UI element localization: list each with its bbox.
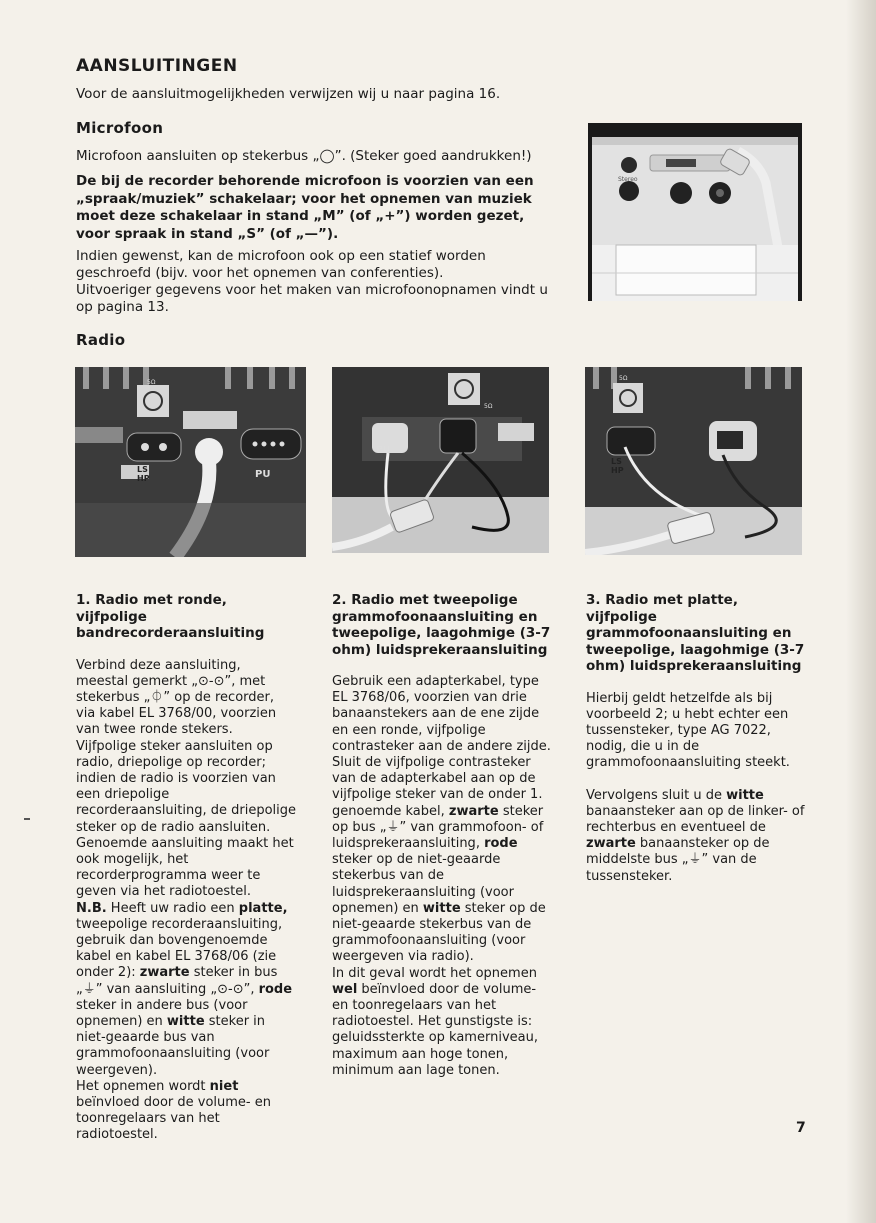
c3-bold-2: zwarte bbox=[586, 836, 636, 852]
page-edge-shadow bbox=[846, 0, 876, 1223]
radio-photo-3 bbox=[585, 367, 802, 555]
nb-bold-4: witte bbox=[166, 1013, 205, 1029]
c2-bold-1: zwarte bbox=[448, 803, 499, 819]
microfoon-text-3b: Uitvoeriger gegevens voor het maken van microfoonopnamen vindt u op pagina 13. bbox=[76, 282, 548, 315]
page-number: 7 bbox=[796, 1120, 806, 1136]
column-3-heading: 3. Radio met platte, vijfpolige grammofoonaansluiting en tweepolige, laagohmige (3-7 ohm) luidsprekeraansluiting bbox=[586, 592, 805, 674]
photo2-pu-label: PU bbox=[376, 445, 390, 455]
nb-label: N.B. bbox=[76, 900, 107, 916]
microfoon-heading: Microfoon bbox=[76, 119, 164, 137]
column-1 bbox=[76, 592, 296, 1144]
column-1-p3: Genoemde aansluiting maakt het ook mogelijk, het recorderprogramma weer te geven via het radiotoestel. bbox=[76, 835, 294, 900]
page-title: AANSLUITINGEN bbox=[76, 56, 238, 76]
microfoon-text-3 bbox=[76, 248, 554, 316]
stereo-label: Stereo bbox=[618, 176, 638, 183]
radio-photo-1-drawing bbox=[75, 367, 306, 557]
c3-bold-1: witte bbox=[726, 787, 764, 803]
microfoon-text-1: Microfoon aansluiten op stekerbus „◯”. (Steker goed aandrukken!) bbox=[76, 148, 532, 164]
radio-heading: Radio bbox=[76, 331, 126, 349]
photo1-hp-label: HP bbox=[137, 474, 150, 483]
radio-photo-1 bbox=[75, 367, 306, 557]
microfoon-text-3a: Indien gewenst, kan de microfoon ook op een statief worden geschroefd (bijv. voor het opnemen van conferenties). bbox=[76, 248, 486, 281]
c3-text-3: banaansteker op de middelste bus „⏚” van de tussensteker. bbox=[586, 836, 770, 884]
column-1-p1: Verbind deze aansluiting, meestal gemerkt „⊙-⊙”, met stekerbus „⏀” op de recorder, via kabel EL 3768/00, voorzien van twee ronde stekers. bbox=[76, 657, 277, 738]
column-2-heading: 2. Radio met tweepolige grammofoonaansluiting en tweepolige, laagohmige (3-7 ohm) luidsprekeraansluiting bbox=[332, 592, 551, 658]
nb-text-2: tweepolige recorderaansluiting, gebruik dan bovengenoemde kabel en kabel EL 3768/06 (zie onder 2): bbox=[76, 916, 283, 981]
c3-text-1: Vervolgens sluit u de bbox=[586, 787, 727, 803]
photo1-ls-label: LS bbox=[137, 465, 148, 474]
photo1-top-label: 5Ω bbox=[147, 379, 156, 386]
c2-text-1: Sluit de vijfpolige contrasteker van de adapterkabel aan op de vijfpolige steker van de onder 1. genoemde kabel, bbox=[332, 755, 543, 819]
c3-text-2: banaansteker aan op de linker- of rechterbus en eventueel de bbox=[586, 803, 805, 835]
photo3-ls-label: LS bbox=[611, 457, 622, 466]
c2-text-4: steker op de niet-geaarde stekerbus van de grammofoonaansluiting (voor weergeven via radio). bbox=[332, 900, 546, 965]
c2-bold-2: rode bbox=[484, 836, 518, 852]
nb-text-5: steker in niet-geaarde bus van grammofoonaansluiting (voor weergeven). bbox=[76, 1013, 270, 1078]
column-3-p1: Hierbij geldt hetzelfde als bij voorbeeld 2; u hebt echter een tussensteker, type AG 7022, nodig, die u in de grammofoonaansluiting steekt. bbox=[586, 690, 790, 771]
column-1-p5 bbox=[76, 1079, 296, 1144]
column-2-p3 bbox=[332, 966, 552, 1079]
column-1-heading: 1. Radio met ronde, vijfpolige bandrecorderaansluiting bbox=[76, 592, 265, 641]
nb-bold-3: rode bbox=[258, 981, 293, 997]
photo2-top-label: 5Ω bbox=[484, 403, 493, 410]
nb-bold-1: platte, bbox=[238, 900, 288, 916]
photo1-pu-label: PU bbox=[255, 469, 271, 480]
c2-text-2: steker op bus „⏚” van grammofoon- of luidsprekeraansluiting, bbox=[332, 803, 544, 852]
nb-text-4: steker in andere bus (voor opnemen) en bbox=[76, 997, 248, 1029]
p5-text-1: Het opnemen wordt bbox=[76, 1078, 210, 1094]
intro-text: Voor de aansluitmogelijkheden verwijzen wij u naar pagina 16. bbox=[76, 86, 501, 102]
radio-photo-2 bbox=[332, 367, 549, 553]
p5-bold: niet bbox=[209, 1078, 239, 1094]
microfoon-photo-drawing bbox=[588, 123, 802, 301]
column-2 bbox=[332, 592, 552, 1079]
microfoon-bold-text: De bij de recorder behorende microfoon is voorzien van een „spraak/muziek” schakelaar; voor het opnemen van muziek moet deze schakelaar in stand „M” (of „+”) worden gezet, voor spraak in stand „S” (of „—”). bbox=[76, 173, 534, 242]
radio-photo-2-drawing bbox=[332, 367, 549, 553]
photo3-hp-label: HP bbox=[611, 466, 624, 475]
column-2-p1: Gebruik een adapterkabel, type EL 3768/06, voorzien van drie banaanstekers aan de ene zijde en een ronde, vijfpolige contrasteker aan de andere zijde. bbox=[332, 674, 551, 754]
c2-text-3: steker op de niet-geaarde stekerbus van de luidsprekeraansluiting (voor opnemen) en bbox=[332, 852, 514, 916]
c2-p3-bold: wel bbox=[332, 981, 358, 997]
column-2-p2 bbox=[332, 755, 552, 966]
column-3-p2 bbox=[586, 788, 806, 885]
c2-bold-3: witte bbox=[422, 900, 461, 916]
column-1-nb bbox=[76, 901, 296, 1079]
microfoon-photo bbox=[588, 123, 802, 301]
photo3-top-label: 5Ω bbox=[619, 375, 628, 382]
c2-p3-text-1: In dit geval wordt het opnemen bbox=[332, 965, 537, 981]
nb-text-1: Heeft uw radio een bbox=[106, 900, 239, 916]
nb-bold-2: zwarte bbox=[139, 965, 190, 981]
margin-mark bbox=[24, 818, 30, 820]
column-3-gap bbox=[586, 772, 806, 788]
column-3 bbox=[586, 592, 806, 885]
nb-text-3: steker in bus „⏚” van aansluiting „⊙-⊙”, bbox=[76, 965, 278, 997]
c2-p3-text-2: beïnvloed door de volume- en toonregelaars van het radiotoestel. Het gunstigste is: geluidssterkte op kamerniveau, maximum aan hoge tonen, minimum aan lage tonen. bbox=[332, 981, 538, 1078]
p5-text-2: beïnvloed door de volume- en toonregelaars van het radiotoestel. bbox=[76, 1094, 271, 1143]
column-1-p2: Vijfpolige steker aansluiten op radio, driepolige op recorder; indien de radio is voorzien van een driepolige recorderaansluiting, de driepolige steker op de radio aansluiten. bbox=[76, 738, 297, 835]
